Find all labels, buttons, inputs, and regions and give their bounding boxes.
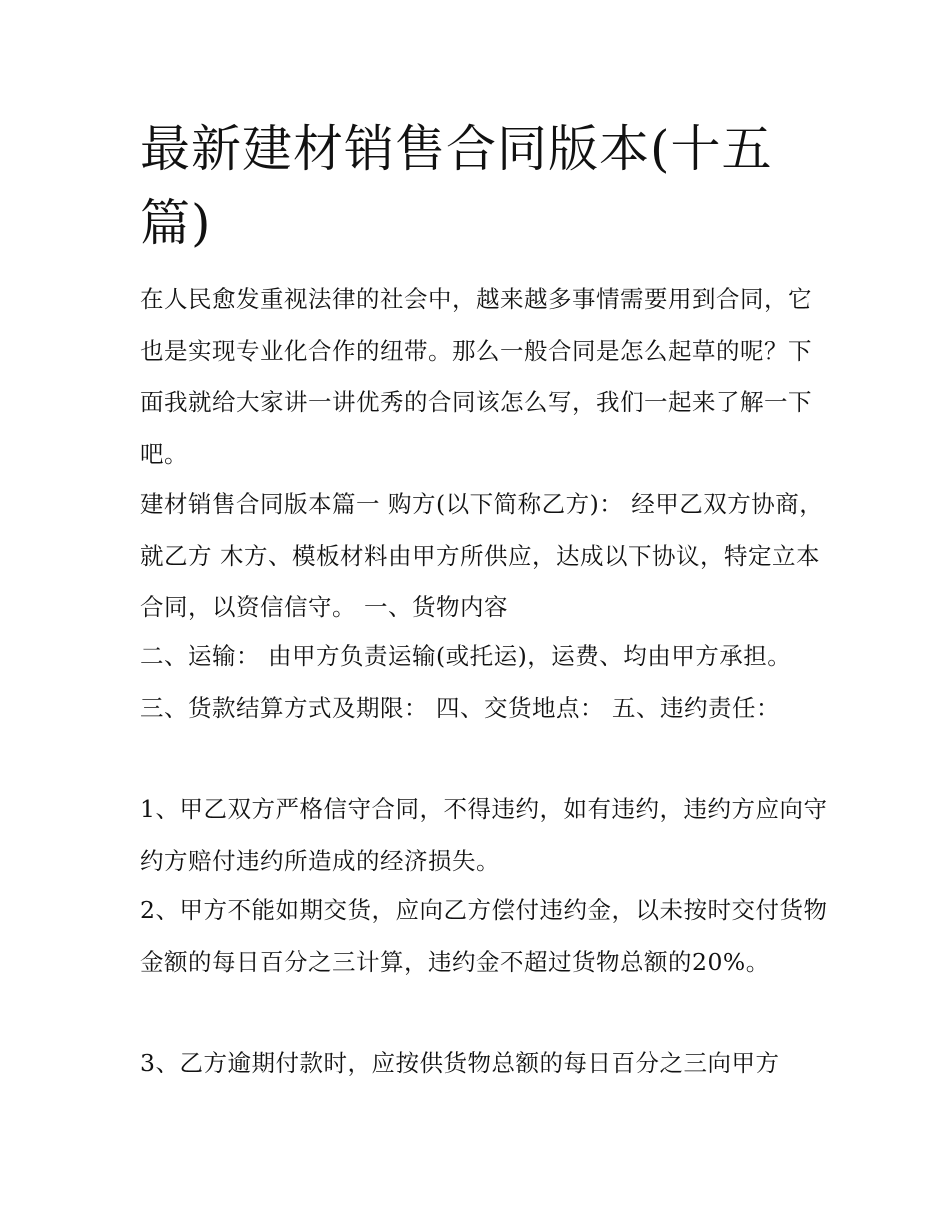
liability-clause-3: 3、乙方逾期付款时，应按供货物总额的每日百分之三向甲方 [140, 1049, 780, 1077]
document-title: 最新建材销售合同版本(十五篇) [140, 120, 773, 252]
liability-clause-1: 1、甲乙双方严格信守合同，不得违约，如有违约，违约方应向守约方赔付违约所造成的经济损失。 [140, 795, 828, 875]
intro-paragraph: 在人民愈发重视法律的社会中，越来越多事情需要用到合同，它也是实现专业化合作的纽带。那么一般合同是怎么起草的呢？下面我就给大家讲一讲优秀的合同该怎么写，我们一起来了解一下吧。 [140, 285, 812, 468]
liability-clause-2: 2、甲方不能如期交货，应向乙方偿付违约金，以未按时交付货物金额的每日百分之三计算，违约金不超过货物总额的20%。 [140, 896, 828, 976]
transport-terms-paragraph: 二、运输： 由甲方负责运输(或托运)，运费、均由甲方承担。 三、货款结算方式及期限： 四、交货地点： 五、违约责任： [140, 642, 792, 722]
contract-preamble-paragraph: 建材销售合同版本篇一 购方(以下简称乙方)： 经甲乙双方协商，就乙方 木方、模板材料由甲方所供应，达成以下协议，特定立本合同，以资信信守。 一、货物内容 [140, 490, 824, 621]
